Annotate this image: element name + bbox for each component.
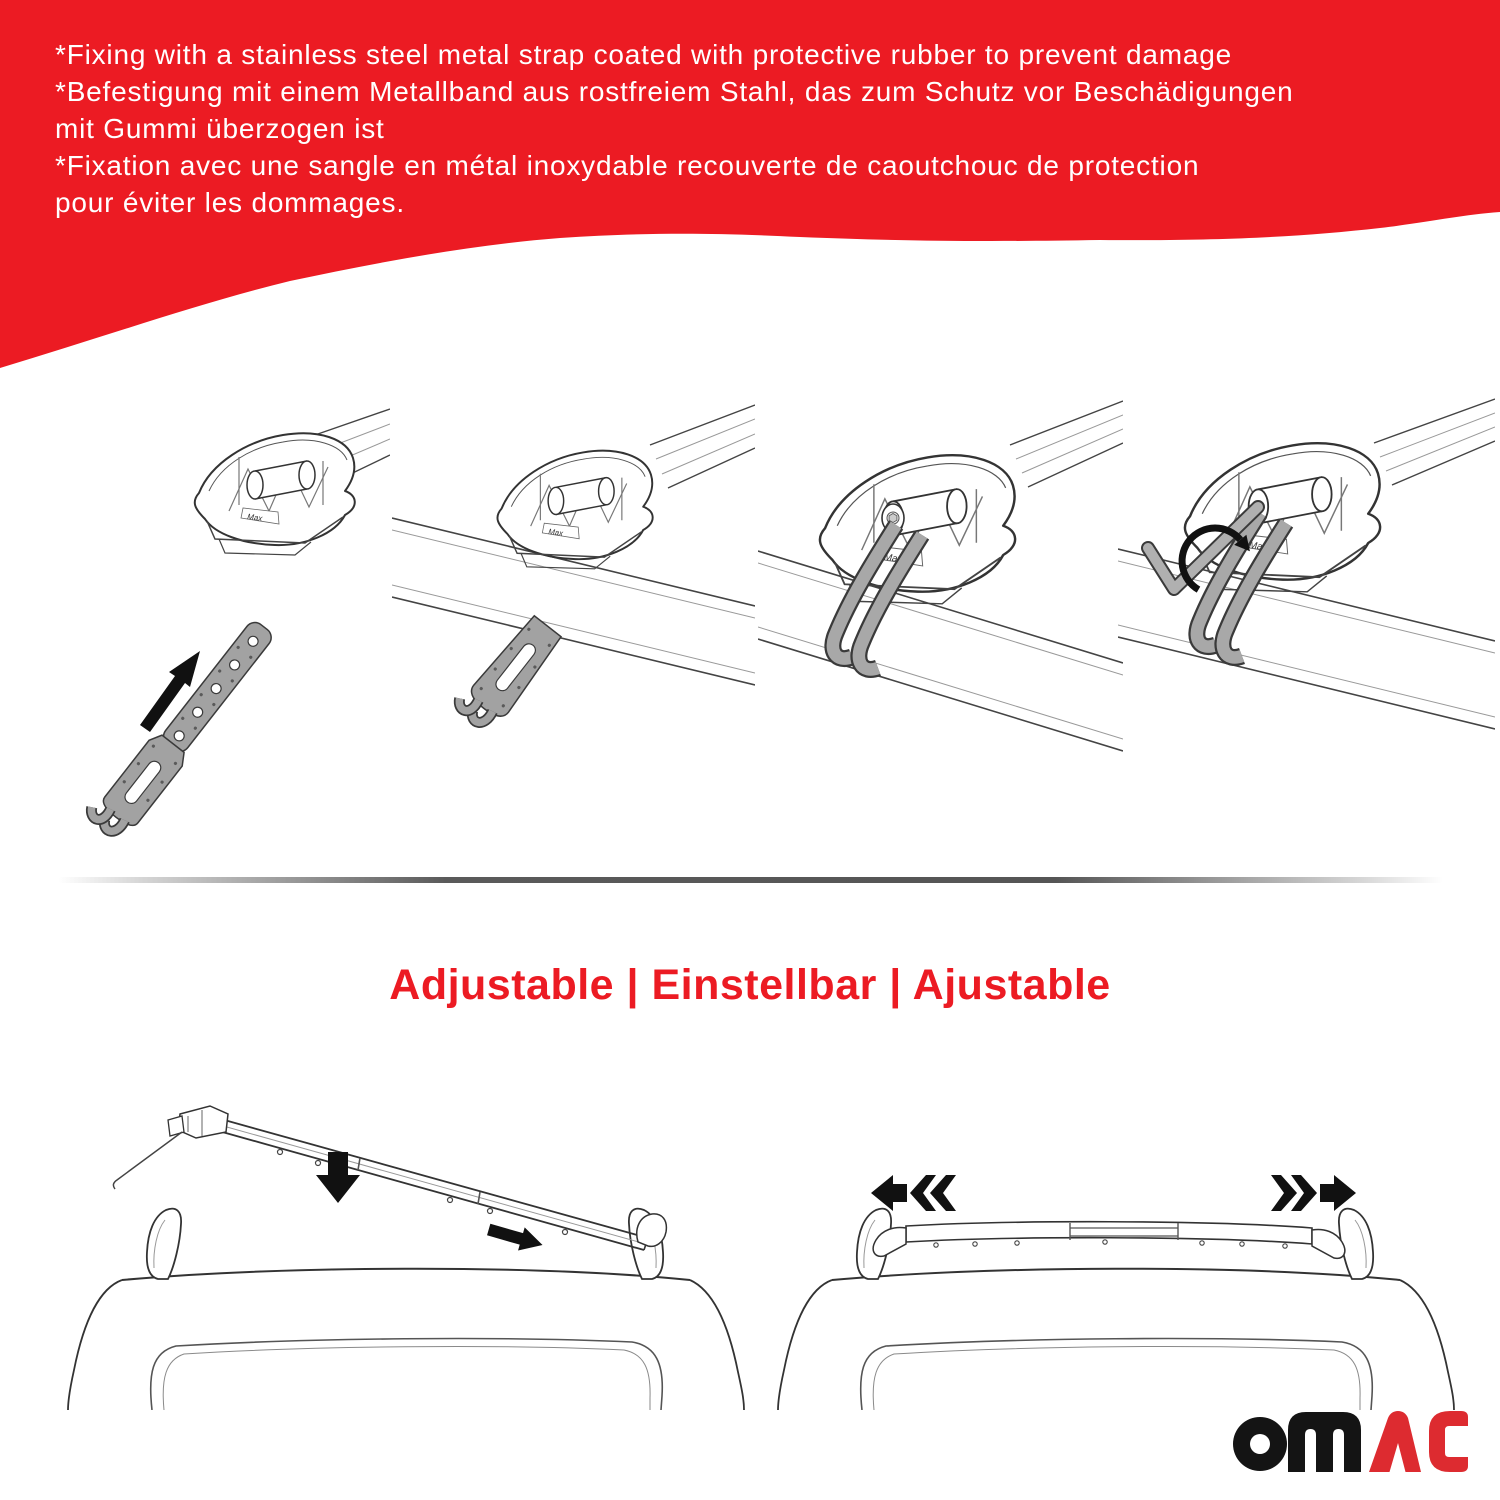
metal-strap (455, 611, 565, 734)
crossbar (1010, 401, 1123, 487)
step2-strap-under-rail-figure (392, 393, 755, 848)
header-line-fr-1: *Fixation avec une sangle en métal inoxydable recouverte de caoutchouc de protection (55, 150, 1200, 181)
adjustable-heading: Adjustable | Einstellbar | Ajustable (389, 961, 1111, 1009)
right-arrow-icon (485, 1218, 545, 1257)
header-line-de-1: *Befestigung mit einem Metallband aus rostfreiem Stahl, das zum Schutz vor Beschädigungen (55, 76, 1294, 107)
section-divider (58, 877, 1443, 883)
strap-wire (113, 1132, 182, 1189)
header-line-de-2: mit Gummi überzogen ist (55, 113, 385, 144)
omac-logo (1233, 1409, 1468, 1473)
logo-letter-c (1429, 1411, 1468, 1472)
logo-letter-m (1288, 1412, 1361, 1472)
end-bracket (113, 1106, 228, 1189)
crossbar-diagonal (208, 1116, 648, 1250)
figure-lower-crossbar (60, 1080, 750, 1410)
crossbar (1374, 399, 1495, 485)
figure-adjustable-crossbar (770, 1080, 1460, 1410)
header-text (55, 36, 1445, 221)
step1-insert-strap-figure (30, 393, 390, 843)
header-line-fr-2: pour éviter les dommages. (55, 187, 405, 218)
metal-strap (87, 612, 281, 842)
crossbar-horizontal (873, 1222, 1345, 1259)
logo-letters-ac (1369, 1411, 1468, 1472)
step3-wrap-strap-figure (758, 393, 1123, 848)
header-line-en: *Fixing with a stainless steel metal strap coated with protective rubber to prevent damage (55, 39, 1233, 70)
logo-letters-om (1233, 1412, 1361, 1472)
logo-letter-o (1233, 1417, 1287, 1471)
chevron-arrows-right (1271, 1175, 1356, 1211)
logo-letter-a (1369, 1411, 1421, 1472)
step4-tighten-bolt-figure (1118, 393, 1495, 848)
chevron-arrows-left (871, 1175, 956, 1211)
crossbar (650, 405, 755, 488)
